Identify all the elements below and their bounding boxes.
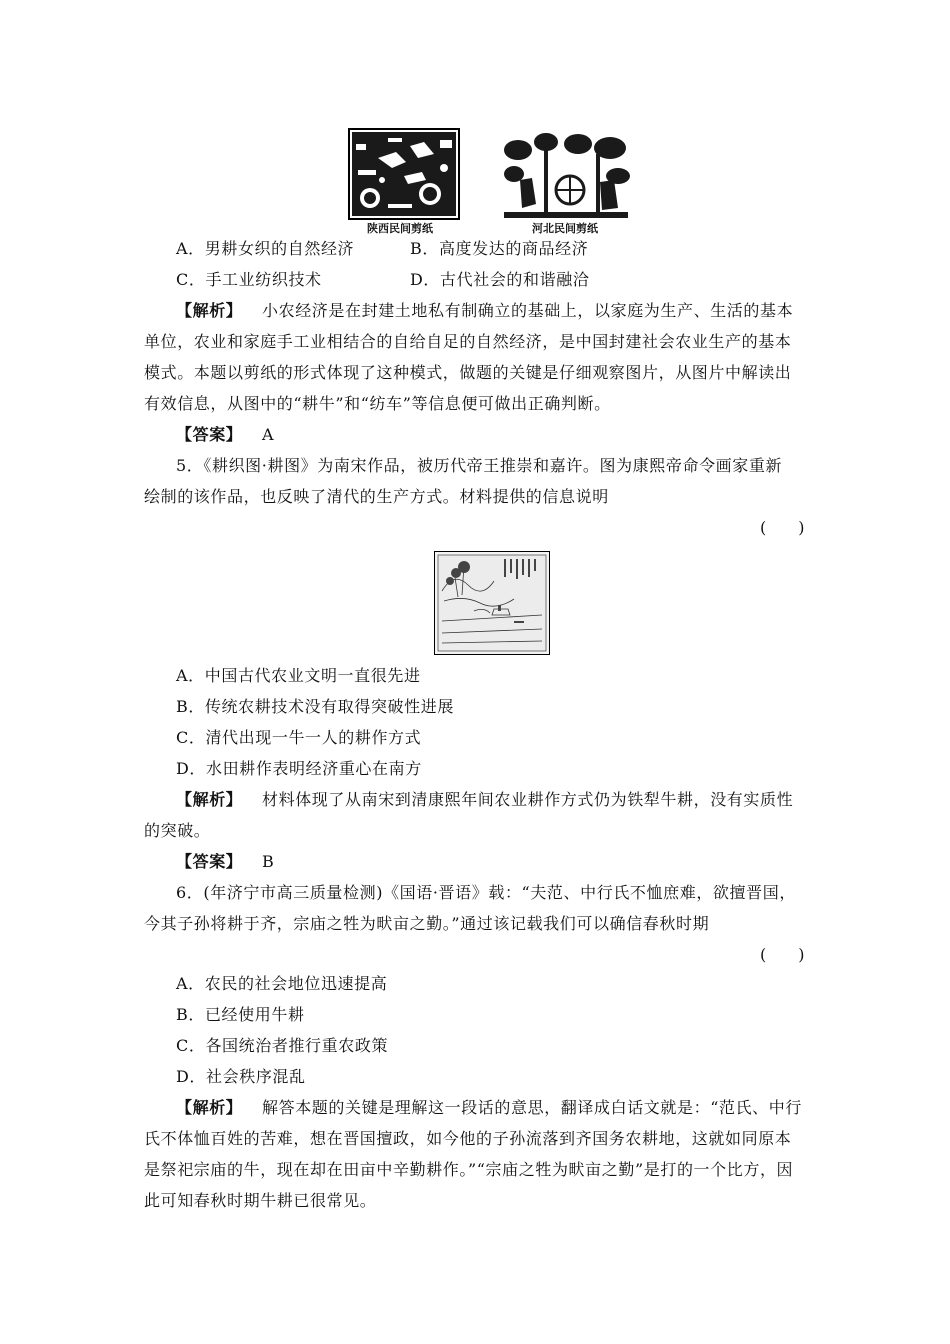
q6-option-c: C．各国统治者推行重农政策 [176,1036,389,1055]
q5-answer-blank: ( ) [760,518,805,537]
q5-option-d: D．水田耕作表明经济重心在南方 [176,759,422,778]
q4-analysis-line-1: 小农经济是在封建土地私有制确立的基础上，以家庭为生产、生活的基本 [262,301,794,320]
q6-analysis-line-1: 解答本题的关键是理解这一段话的意思，翻译成白话文就是：“范氏、中行 [262,1098,802,1117]
q6-stem-line-2: 今其子孙将耕于齐，宗庙之牲为畎亩之勤。”通过该记载我们可以确信春秋时期 [144,914,710,933]
q6-answer-blank: ( ) [760,945,805,964]
q5-stem-line-2: 绘制的该作品，也反映了清代的生产方式。材料提供的信息说明 [144,487,609,506]
q5-analysis-label: 【解析】 [176,790,243,809]
q4-answer-label: 【答案】 [176,425,243,444]
q4-analysis-line-2: 单位，农业和家庭手工业相结合的自给自足的自然经济，是中国封建社会农业生产的基本 [144,332,792,351]
q6-analysis-line-2: 氏不体恤百姓的苦难，想在晋国擅政，如今他的子孙流落到齐国务农耕地，这就如同原本 [144,1129,792,1148]
q4-option-c: C．手工业纺织技术 [176,270,322,289]
q6-option-a: A．农民的社会地位迅速提高 [176,974,388,993]
q4-analysis-line-4: 有效信息，从图中的“耕牛”和“纺车”等信息便可做出正确判断。 [144,394,611,413]
q5-option-b: B．传统农耕技术没有取得突破性进展 [176,697,454,716]
papercut-hebei-image [500,128,632,222]
gengzhi-painting-image [434,551,550,655]
q5-option-a: A．中国古代农业文明一直很先进 [176,666,421,685]
q5-analysis-line-2: 的突破。 [144,821,211,840]
q4-option-a: A．男耕女织的自然经济 [176,239,355,258]
q6-analysis-line-4: 此可知春秋时期牛耕已很常见。 [144,1191,377,1210]
q4-answer: A [262,425,275,444]
q4-option-d: D．古代社会的和谐融洽 [410,270,590,289]
q4-analysis-label: 【解析】 [176,301,243,320]
q5-analysis-line-1: 材料体现了从南宋到清康熙年间农业耕作方式仍为铁犁牛耕，没有实质性 [262,790,794,809]
q5-option-c: C．清代出现一牛一人的耕作方式 [176,728,422,747]
q6-analysis-label: 【解析】 [176,1098,243,1117]
figure-caption-hebei: 河北民间剪纸 [532,222,598,235]
q6-option-d: D．社会秩序混乱 [176,1067,306,1086]
q6-analysis-line-3: 是祭祀宗庙的牛，现在却在田亩中辛勤耕作。”“宗庙之牲为畎亩之勤”是打的一个比方，因 [144,1160,794,1179]
figure-caption-shaanxi: 陕西民间剪纸 [367,222,433,235]
q5-answer: B [262,852,275,871]
q4-analysis-line-3: 模式。本题以剪纸的形式体现了这种模式，做题的关键是仔细观察图片，从图片中解读出 [144,363,792,382]
q6-option-b: B．已经使用牛耕 [176,1005,305,1024]
q6-stem-line-1: 6．(年济宁市高三质量检测)《国语·晋语》载：“夫范、中行氏不恤庶难，欲擅晋国， [176,883,796,902]
q5-stem-line-1: 5．《耕织图·耕图》为南宋作品，被历代帝王推崇和嘉许。图为康熙帝命令画家重新 [176,456,783,475]
q5-answer-label: 【答案】 [176,852,243,871]
q4-option-b: B．高度发达的商品经济 [410,239,589,258]
papercut-shaanxi-image [348,128,460,220]
